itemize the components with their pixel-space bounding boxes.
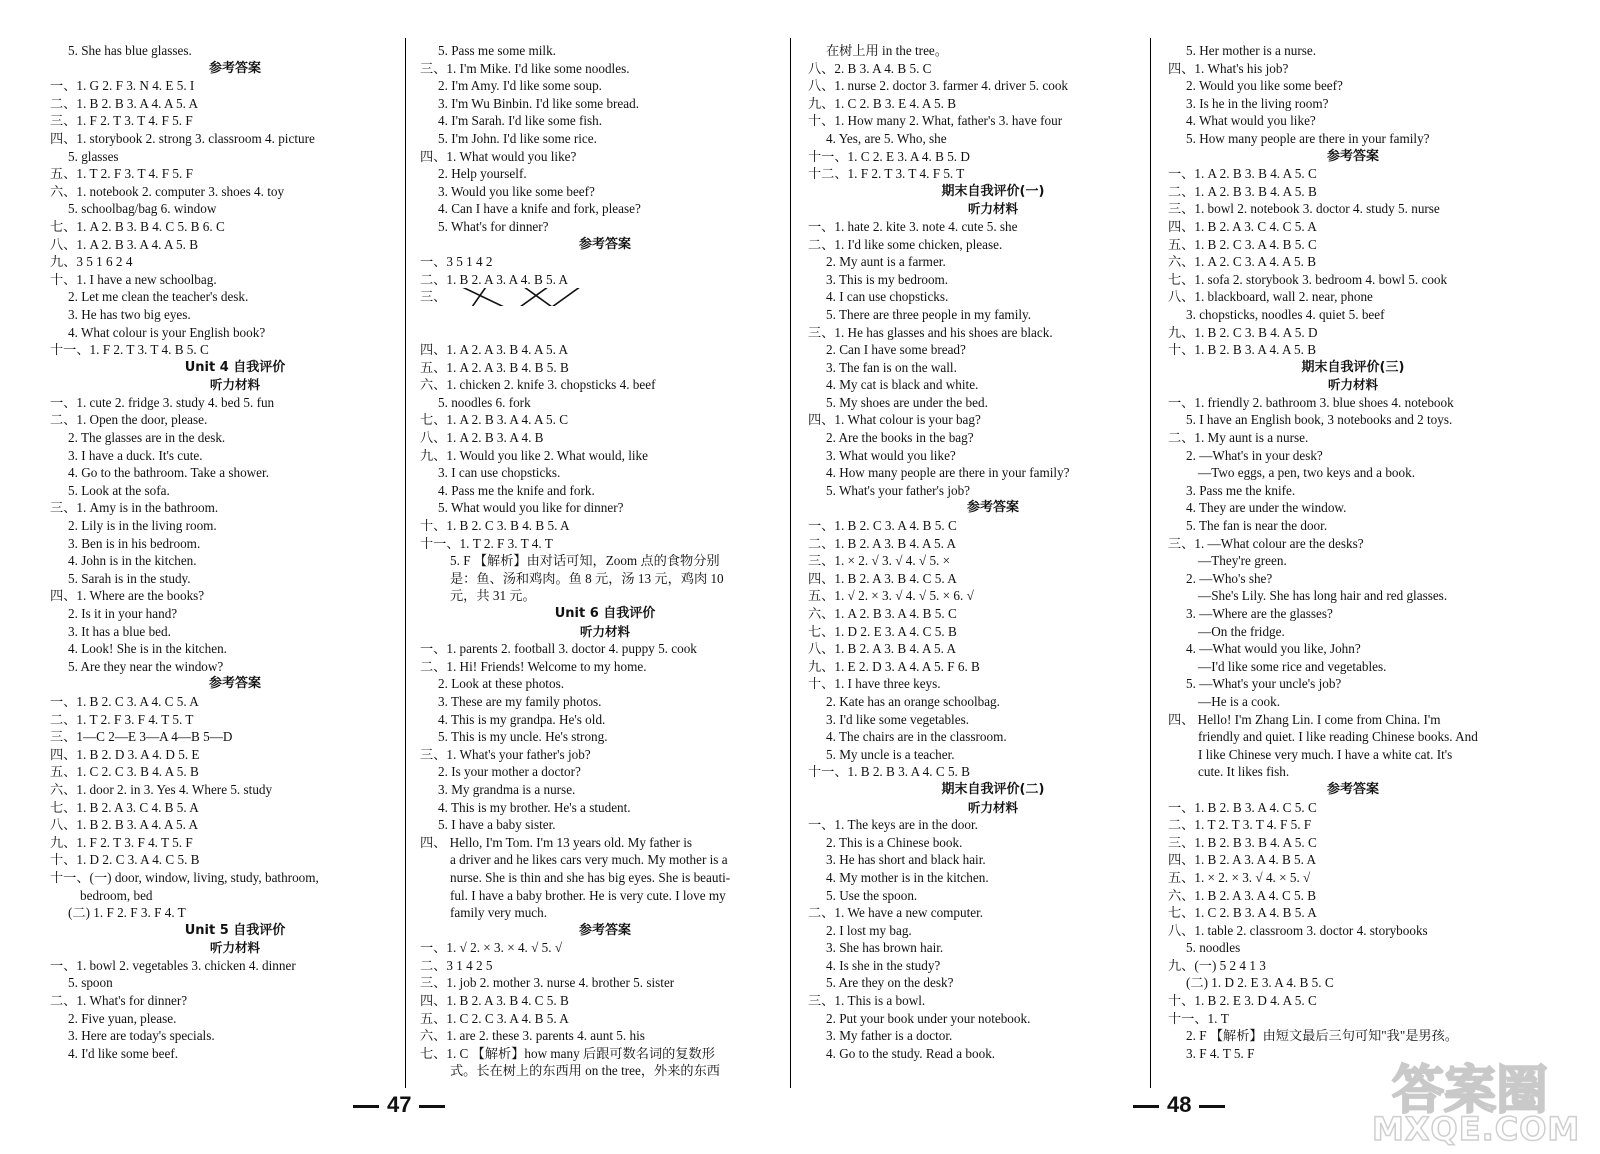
answer-line: bedroom, bed [80,887,153,903]
answer-line: 4. They are under the window. [1186,500,1347,516]
answer-line: 2. Put your book under your notebook. [826,1010,1031,1026]
answer-line: 五、1. √ 2. × 3. √ 4. √ 5. × 6. √ [808,588,974,604]
answer-line: 5. glasses [68,148,119,164]
answer-line: 十一、(一) door, window, living, study, bathroom, [50,869,319,885]
answer-line: —I'd like some rice and vegetables. [1198,658,1387,674]
answer-line: 五、1. A 2. A 3. B 4. B 5. B [420,359,569,375]
matching-lines-figure [446,288,596,306]
answer-line: 三、1. bowl 2. notebook 3. doctor 4. study 5. nurse [1168,201,1440,217]
answer-line: 二、1. My aunt is a nurse. [1168,430,1309,446]
subsection-heading: 听力材料 [579,623,630,639]
answer-line: 2. Is your mother a doctor? [438,764,581,780]
answer-line: 5. She has blue glasses. [68,43,192,58]
answer-line: 六、1. notebook 2. computer 3. shoes 4. toy [50,183,285,199]
answer-line: 二、1. I'd like some chicken, please. [808,236,1003,252]
column-divider [405,38,406,1088]
answer-line: 十、1. B 2. E 3. D 4. A 5. C [1168,993,1317,1009]
watermark [1372,1048,1582,1148]
subsection-heading: 听力材料 [1327,377,1378,393]
answer-line: 四、1. B 2. A 3. B 4. C 5. B [420,993,569,1009]
column-divider [790,38,791,1088]
answer-line: 2. Are the books in the bag? [826,430,974,446]
answer-line: 4. Yes, are 5. Who, she [826,130,947,146]
answer-line: 5. I have an English book, 3 notebooks and 2 toys. [1186,412,1453,428]
answer-line: 四、1. B 2. A 3. C 4. C 5. A [1168,218,1317,234]
answer-line: 五、1. C 2. C 3. B 4. A 5. B [50,764,199,780]
answer-line: 八、1. blackboard, wall 2. near, phone [1168,289,1373,305]
answer-line: 4. My mother is in the kitchen. [826,869,989,885]
answer-line: 4. How many people are there in your family? [826,465,1070,481]
watermark-site: MXQE.COM [1372,1110,1581,1148]
answer-line: 二、1. B 2. A 3. B 4. A 5. A [808,535,957,551]
answer-line: 三、1. This is a bowl. [808,993,926,1009]
section-heading: Unit 4 自我评价 [184,359,286,375]
answer-line: 八、1. table 2. classroom 3. doctor 4. storybooks [1168,922,1428,938]
answer-line: 一、1. A 2. B 3. B 4. A 5. C [1168,166,1317,182]
answer-line: —He is a cook. [1198,693,1281,709]
answer-line: 4. I'd like some beef. [68,1045,179,1061]
answer-line: 三、1—C 2—E 3—A 4—B 5—D [50,729,233,745]
page-number-text: 48 [1167,1092,1192,1117]
answer-line: 二、1. B 2. B 3. A 4. A 5. A [50,95,199,111]
answer-line: 4. Pass me the knife and fork. [438,482,595,498]
answer-line: 5. I have a baby sister. [438,817,556,833]
answer-line: 八、1. A 2. B 3. A 4. B [420,430,544,446]
answer-line: 3. Here are today's specials. [68,1028,215,1044]
answer-line: 九、1. Would you like 2. What would, like [420,447,648,463]
answer-line: 5. Her mother is a nurse. [1186,43,1317,58]
answer-line: 3. It has a blue bed. [68,623,171,639]
answer-line: 元，共 31 元。 [450,588,536,604]
answer-line: 式。长在树上的东西用 on the tree，外来的东西 [450,1063,720,1079]
answer-line: 七、1. C 【解析】how many 后跟可数名词的复数形 [420,1045,715,1061]
subsection-heading: 听力材料 [209,377,260,393]
answer-line: 二、3 1 4 2 5 [420,957,493,973]
answer-line: 5. The fan is near the door. [1186,518,1328,534]
answer-line: 四、1. storybook 2. strong 3. classroom 4. picture [50,130,315,146]
answer-line: 4. John is in the kitchen. [68,553,197,569]
answer-line: 三、 [420,288,790,306]
subsection-heading: 听力材料 [967,799,1018,815]
answer-line: 2. The glasses are in the desk. [68,430,226,446]
watermark-logo: 答案圈 [1392,1061,1549,1121]
answer-line: 3. I'd like some vegetables. [826,711,970,727]
answer-line: 十一、1. T 2. F 3. T 4. T [420,535,553,551]
answer-line: 5. noodles 6. fork [438,394,531,410]
answer-line: 十、1. How many 2. What, father's 3. have four [808,113,1063,129]
answer-line: 4. Go to the study. Read a book. [826,1045,996,1061]
answer-line: 2. Is it in your hand? [68,606,178,621]
answer-line: 十一、1. C 2. E 3. A 4. B 5. D [808,148,970,164]
answer-line: 3. —Where are the glasses? [1186,606,1333,621]
answer-line: 七、1. B 2. A 3. C 4. B 5. A [50,799,199,815]
answer-line: 四、1. Where are the books? [50,588,205,604]
answer-line: 十、1. B 2. B 3. A 4. A 5. B [1168,342,1317,358]
answer-line: 十、1. I have three keys. [808,676,941,692]
answer-line: 5. schoolbag/bag 6. window [68,201,217,217]
answer-line: 九、1. E 2. D 3. A 4. A 5. F 6. B [808,658,980,674]
answer-line: 五、1. T 2. F 3. T 4. F 5. F [50,166,193,182]
answer-line: 4. Can I have a knife and fork, please? [438,201,641,217]
answer-line: 2. I'm Amy. I'd like some soup. [438,78,602,94]
answer-line: 4. My cat is black and white. [826,377,979,393]
answer-line: 4. Is she in the study? [826,957,941,973]
section-heading: 参考答案 [1326,781,1379,797]
answer-line: 八、1. A 2. B 3. A 4. A 5. B [50,236,199,252]
answer-line: 九、1. B 2. C 3. B 4. A 5. D [1168,324,1318,340]
answer-line: 五、1. C 2. C 3. A 4. B 5. A [420,1010,569,1026]
answer-line: 二、1. B 2. A 3. A 4. B 5. A [420,271,569,287]
answer-line: 3. She has brown hair. [826,940,944,956]
section-heading: 参考答案 [578,922,631,938]
answer-line: 5. This is my uncle. He's strong. [438,729,608,745]
answer-line: 3. Ben is in his bedroom. [68,535,201,551]
answer-line: 四、1. A 2. A 3. B 4. A 5. A [420,342,569,358]
answer-line: 七、1. D 2. E 3. A 4. C 5. B [808,623,957,639]
answer-line: 四、1. What's his job? [1168,60,1289,76]
section-heading: 参考答案 [578,236,631,252]
answer-line: 四、 Hello! I'm Zhang Lin. I come from China. I'm [1168,711,1441,727]
answer-line: 3. I can use chopsticks. [438,465,561,481]
answer-line: 4. I'm Sarah. I'd like some fish. [438,113,603,129]
answer-line: 二、1. Open the door, please. [50,412,208,428]
page-number-right [1125,1092,1233,1118]
answer-line: 五、1. B 2. C 3. A 4. B 5. C [1168,236,1317,252]
answer-line: 六、1. are 2. these 3. parents 4. aunt 5. his [420,1028,645,1044]
answer-line: 二、1. T 2. F 3. F 4. T 5. T [50,711,194,727]
column-divider [1150,38,1151,1088]
answer-line: 三、1. What's your father's job? [420,746,591,762]
answer-line: 3. Is he in the living room? [1186,95,1329,111]
answer-line: 3. Pass me the knife. [1186,482,1296,498]
answer-line: 5. F 【解析】由对话可知，Zoom 点的食物分别 [450,553,720,569]
answer-line: 一、1. G 2. F 3. N 4. E 5. I [50,78,195,94]
answer-line: 一、1. friendly 2. bathroom 3. blue shoes 4. notebook [1168,394,1454,410]
answer-line: 5. How many people are there in your family? [1186,130,1430,146]
section-heading: Unit 6 自我评价 [554,606,656,621]
answer-line: 5. My uncle is a teacher. [826,746,955,762]
answer-line: 九、1. C 2. B 3. E 4. A 5. B [808,95,957,111]
answer-line: 2. Kate has an orange schoolbag. [826,693,1000,709]
answer-line: 4. This is my brother. He's a student. [438,799,631,815]
answer-line: (二) 1. F 2. F 3. F 4. T [68,905,186,921]
section-heading: 期末自我评价(一) [941,183,1045,199]
section-heading: 参考答案 [208,676,261,692]
column-2 [420,42,790,1080]
answer-line: 十、1. D 2. C 3. A 4. C 5. B [50,852,200,868]
answer-line: 九、(一) 5 2 4 1 3 [1168,957,1266,973]
answer-line: 3. F 4. T 5. F [1186,1045,1255,1061]
answer-line: family very much. [450,905,548,921]
answer-line: I like Chinese very much. I have a white cat. It's [1198,746,1453,762]
answer-line: 二、1. A 2. B 3. B 4. A 5. B [1168,183,1317,199]
answer-line: 4. What colour is your English book? [68,324,266,340]
answer-line: 八、2. B 3. A 4. B 5. C [808,60,932,76]
answer-line: 一、1. The keys are in the door. [808,817,978,833]
answer-line [420,324,790,342]
answer-line: 十一、1. B 2. B 3. A 4. C 5. B [808,764,970,780]
answer-line: 八、1. B 2. B 3. A 4. A 5. A [50,817,199,833]
section-heading: 参考答案 [208,60,261,76]
answer-line: 5. Look at the sofa. [68,482,170,498]
answer-line: ful. I have a baby brother. He is very cute. I love my [450,887,726,903]
answer-line: 3. He has two big eyes. [68,306,191,322]
answer-line: 5. What's for dinner? [438,218,549,234]
section-heading: 期末自我评价(三) [1301,359,1405,375]
answer-line: 一、1. parents 2. football 3. doctor 4. puppy 5. cook [420,641,697,657]
answer-line: 5. Sarah is in the study. [68,570,191,586]
answer-line: 七、1. A 2. B 3. B 4. C 5. B 6. C [50,218,225,234]
answer-line: 四、1. What colour is your bag? [808,412,981,428]
answer-line: 二、1. T 2. T 3. T 4. F 5. F [1168,817,1312,833]
answer-line: cute. It likes fish. [1198,764,1290,780]
answer-line: 一、3 5 1 4 2 [420,254,493,270]
answer-line: 4. Look! She is in the kitchen. [68,641,227,657]
answer-line: 十、1. I have a new schoolbag. [50,271,217,287]
answer-line: 四、1. B 2. A 3. A 4. B 5. A [1168,852,1317,868]
answer-line: 5. Are they on the desk? [826,975,954,991]
answer-line: 是：鱼、汤和鸡肉。鱼 8 元，汤 13 元，鸡肉 10 [450,570,724,586]
answer-line: (二) 1. D 2. E 3. A 4. B 5. C [1186,975,1334,991]
answer-line: 5. Use the spoon. [826,887,918,903]
answer-line: 一、1. B 2. C 3. A 4. C 5. A [50,693,199,709]
answer-line: 4. I can use chopsticks. [826,289,949,305]
answer-line: 3. I'm Wu Binbin. I'd like some bread. [438,95,640,111]
answer-line: 三、1. Amy is in the bathroom. [50,500,219,516]
section-heading: 参考答案 [966,500,1019,516]
answer-line: 三、1. I'm Mike. I'd like some noodles. [420,60,630,76]
answer-line: 3. What would you like? [826,447,956,463]
answer-line: 三、1. He has glasses and his shoes are black. [808,324,1053,340]
column-1 [50,42,420,1062]
answer-line: 三、1. × 2. √ 3. √ 4. √ 5. × [808,553,951,569]
answer-line: 5. Pass me some milk. [438,43,556,58]
answer-line: 3. I have a duck. It's cute. [68,447,203,463]
answer-line: 2. Can I have some bread? [826,342,966,358]
answer-line: 三、1. B 2. B 3. B 4. A 5. C [1168,834,1317,850]
answer-line: 八、1. B 2. A 3. B 4. A 5. A [808,641,957,657]
answer-line: 3. My father is a doctor. [826,1028,953,1044]
answer-line: 5. Are they near the window? [68,658,224,674]
column-4 [1168,42,1538,1062]
answer-line: 5. —What's your uncle's job? [1186,676,1342,692]
answer-line: 2. Help yourself. [438,166,527,182]
answer-line: 一、1. B 2. B 3. A 4. C 5. C [1168,799,1317,815]
subsection-heading: 听力材料 [209,940,260,956]
answer-line: 二、1. We have a new computer. [808,905,984,921]
answer-line: 在树上用 in the tree。 [826,43,948,58]
page-number-text: 47 [387,1092,412,1117]
answer-line: 3. Would you like some beef? [438,183,595,199]
answer-line: 2. This is a Chinese book. [826,834,963,850]
answer-line: 2. My aunt is a farmer. [826,254,946,270]
column-3 [808,42,1178,1062]
answer-line: 一、1. cute 2. fridge 3. study 4. bed 5. fun [50,394,275,410]
answer-line: 3. The fan is on the wall. [826,359,957,375]
answer-line: 六、1. door 2. in 3. Yes 4. Where 5. study [50,781,273,797]
answer-line: 七、1. sofa 2. storybook 3. bedroom 4. bowl 5. cook [1168,271,1448,287]
answer-line: 2. Lily is in the living room. [68,518,217,534]
answer-line: 2. Would you like some beef? [1186,78,1343,94]
answer-line: 5. What would you like for dinner? [438,500,624,516]
answer-line: 三、1. —What colour are the desks? [1168,535,1364,551]
answer-line: 2. I lost my bag. [826,922,912,938]
answer-line: 4. Go to the bathroom. Take a shower. [68,465,269,481]
answer-line: 四、1. B 2. D 3. A 4. D 5. E [50,746,200,762]
answer-line: 七、1. A 2. B 3. A 4. A 5. C [420,412,569,428]
answer-line: 六、1. B 2. A 3. A 4. C 5. B [1168,887,1317,903]
answer-line: 十一、1. T [1168,1010,1229,1026]
section-heading: Unit 5 自我评价 [184,922,286,938]
matching-line [488,288,552,306]
answer-line: 3. These are my family photos. [438,693,602,709]
answer-line: 二、1. Hi! Friends! Welcome to my home. [420,658,647,674]
answer-line: 5. There are three people in my family. [826,306,1032,322]
answer-line: 四、1. What would you like? [420,148,577,164]
answer-line: 2. Look at these photos. [438,676,564,692]
answer-line: 5. noodles [1186,940,1241,956]
answer-line: 2. Five yuan, please. [68,1010,177,1026]
answer-line: 九、1. F 2. T 3. F 4. T 5. F [50,834,193,850]
answer-line: 一、1. B 2. C 3. A 4. B 5. C [808,518,957,534]
answer-line: nurse. She is thin and she has big eyes. She is beauti- [450,869,731,885]
answer-line: 4. What would you like? [1186,113,1316,129]
page-number-left [345,1092,453,1118]
answer-line: friendly and quiet. I like reading Chinese books. And [1198,729,1478,745]
answer-line: —Two eggs, a pen, two keys and a book. [1198,465,1415,481]
subsection-heading: 听力材料 [967,201,1018,217]
answer-line: 一、1. bowl 2. vegetables 3. chicken 4. dinner [50,957,296,973]
answer-line: —They're green. [1198,553,1287,569]
answer-line: 3. My grandma is a nurse. [438,781,576,797]
answer-line: 三、1. F 2. T 3. T 4. F 5. F [50,113,193,129]
answer-line: —On the fridge. [1198,623,1285,639]
answer-line: 2. Let me clean the teacher's desk. [68,289,249,305]
answer-line: —She's Lily. She has long hair and red glasses. [1198,588,1448,604]
answer-line: 一、1. √ 2. × 3. × 4. √ 5. √ [420,940,563,956]
answer-line: 十一、1. F 2. T 3. T 4. B 5. C [50,342,209,358]
answer-line: 2. —Who's she? [1186,570,1273,586]
section-heading: 参考答案 [1326,148,1379,164]
answer-line: 六、1. chicken 2. knife 3. chopsticks 4. beef [420,377,656,393]
answer-line: 六、1. A 2. B 3. A 4. B 5. C [808,606,957,621]
answer-line: 5. What's your father's job? [826,482,971,498]
answer-line: 四、 Hello, I'm Tom. I'm 13 years old. My father is [420,834,693,850]
answer-line: 3. chopsticks, noodles 4. quiet 5. beef [1186,306,1385,322]
answer-line: 四、1. B 2. A 3. B 4. C 5. A [808,570,957,586]
answer-line: 4. —What would you like, John? [1186,641,1361,657]
answer-line: 5. My shoes are under the bed. [826,394,988,410]
answer-line: 2. F 【解析】由短文最后三句可知"我"是男孩。 [1186,1028,1458,1044]
answer-line: 二、1. What's for dinner? [50,993,188,1009]
answer-line: 八、1. nurse 2. doctor 3. farmer 4. driver 5. cook [808,78,1069,94]
answer-line: a driver and he likes cars very much. My mother is a [450,852,728,868]
answer-line: 五、1. × 2. × 3. √ 4. × 5. √ [1168,869,1311,885]
answer-line: 九、3 5 1 6 2 4 [50,254,133,270]
answer-line: 5. spoon [68,975,113,991]
answer-line: 七、1. C 2. B 3. A 4. B 5. A [1168,905,1317,921]
answer-line: 十二、1. F 2. T 3. T 4. F 5. T [808,166,965,182]
answer-line: 3. He has short and black hair. [826,852,986,868]
answer-line: 4. The chairs are in the classroom. [826,729,1007,745]
answer-line: 三、1. job 2. mother 3. nurse 4. brother 5. sister [420,975,675,991]
answer-line: 2. —What's in your desk? [1186,447,1323,463]
answer-line: 十、1. B 2. C 3. B 4. B 5. A [420,518,570,534]
answer-line: 六、1. A 2. C 3. A 4. A 5. B [1168,254,1317,270]
answer-line: 5. I'm John. I'd like some rice. [438,130,597,146]
section-heading: 期末自我评价(二) [941,781,1045,797]
answer-line [420,306,790,324]
answer-line: 3. This is my bedroom. [826,271,949,287]
answer-line: 4. This is my grandpa. He's old. [438,711,606,727]
answer-line: 一、1. hate 2. kite 3. note 4. cute 5. she [808,218,1018,234]
